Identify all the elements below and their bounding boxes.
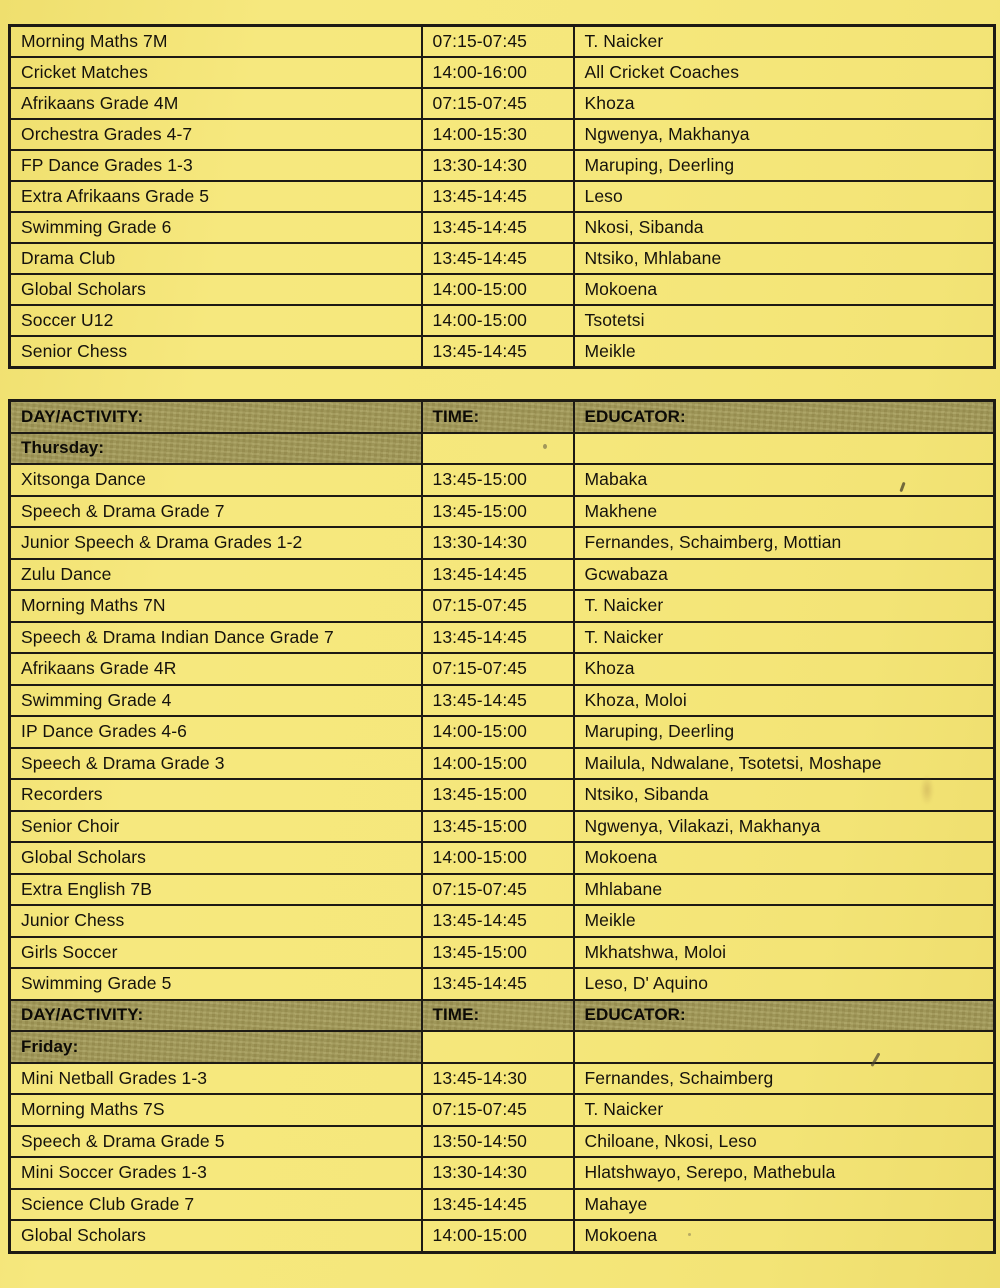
time-cell: 14:00-15:00: [422, 305, 574, 336]
table-row: [10, 1189, 995, 1221]
time-cell: 14:00-16:00: [422, 57, 574, 88]
activity-cell: Science Club Grade 7: [10, 1189, 422, 1221]
table-row: [10, 527, 995, 559]
activity-cell: Morning Maths 7S: [10, 1094, 422, 1126]
time-cell: 14:00-15:00: [422, 716, 574, 748]
day-activity-column-header: DAY/ACTIVITY:: [10, 1000, 422, 1032]
educator-cell: Chiloane, Nkosi, Leso: [574, 1126, 995, 1158]
table-row: [10, 653, 995, 685]
educator-cell: Mabaka: [574, 464, 995, 496]
time-cell: 13:45-14:45: [422, 905, 574, 937]
educator-column-header: EDUCATOR:: [574, 401, 995, 433]
time-column-header: TIME:: [422, 1000, 574, 1032]
educator-cell: Mokoena: [574, 842, 995, 874]
time-column-header: TIME:: [422, 401, 574, 433]
educator-cell: Mokoena: [574, 1220, 995, 1252]
educator-cell: Mhlabane: [574, 874, 995, 906]
educator-cell: Mokoena: [574, 274, 995, 305]
educator-cell: Mailula, Ndwalane, Tsotetsi, Moshape: [574, 748, 995, 780]
table-row: [10, 968, 995, 1000]
time-cell-empty: [422, 1031, 574, 1063]
time-cell: 13:45-14:30: [422, 1063, 574, 1095]
table-row: [10, 559, 995, 591]
time-cell: 13:45-14:45: [422, 212, 574, 243]
time-cell: 13:45-14:45: [422, 181, 574, 212]
activity-cell: Speech & Drama Grade 7: [10, 496, 422, 528]
table-row: [10, 119, 995, 150]
educator-cell: Tsotetsi: [574, 305, 995, 336]
table-row: [10, 874, 995, 906]
time-cell: 13:45-14:45: [422, 243, 574, 274]
time-cell: 07:15-07:45: [422, 653, 574, 685]
time-cell: 13:45-14:45: [422, 559, 574, 591]
time-cell: 13:45-14:45: [422, 968, 574, 1000]
time-cell: 13:45-15:00: [422, 779, 574, 811]
activity-cell: Xitsonga Dance: [10, 464, 422, 496]
table-row: [10, 243, 995, 274]
educator-cell: Maruping, Deerling: [574, 716, 995, 748]
activity-cell: Swimming Grade 4: [10, 685, 422, 717]
table-row: [10, 212, 995, 243]
day-label-row: [10, 433, 995, 465]
activity-cell: Speech & Drama Indian Dance Grade 7: [10, 622, 422, 654]
educator-cell: Leso: [574, 181, 995, 212]
educator-cell: Meikle: [574, 336, 995, 368]
educator-cell: Fernandes, Schaimberg, Mottian: [574, 527, 995, 559]
table-row: [10, 716, 995, 748]
educator-cell: Ntsiko, Mhlabane: [574, 243, 995, 274]
day-label-cell: Thursday:: [10, 433, 422, 465]
time-cell: 13:30-14:30: [422, 527, 574, 559]
table-row: [10, 590, 995, 622]
table-row: [10, 811, 995, 843]
educator-cell: T. Naicker: [574, 26, 995, 58]
educator-cell-empty: [574, 433, 995, 465]
educator-cell: T. Naicker: [574, 1094, 995, 1126]
activity-cell: Speech & Drama Grade 5: [10, 1126, 422, 1158]
activities-table-main: [8, 399, 996, 1254]
educator-cell: Khoza: [574, 653, 995, 685]
activity-cell: Global Scholars: [10, 1220, 422, 1252]
table-header-row: [10, 401, 995, 433]
activity-cell: Soccer U12: [10, 305, 422, 336]
educator-cell: Ngwenya, Makhanya: [574, 119, 995, 150]
table-main-body: [10, 401, 995, 1253]
educator-cell: Ngwenya, Vilakazi, Makhanya: [574, 811, 995, 843]
educator-cell: Khoza, Moloi: [574, 685, 995, 717]
educator-column-header: EDUCATOR:: [574, 1000, 995, 1032]
activity-cell: Extra English 7B: [10, 874, 422, 906]
activity-cell: Senior Chess: [10, 336, 422, 368]
table-row: [10, 26, 995, 58]
activity-cell: Junior Speech & Drama Grades 1-2: [10, 527, 422, 559]
time-cell: 13:30-14:30: [422, 1157, 574, 1189]
educator-cell: Gcwabaza: [574, 559, 995, 591]
activity-cell: Afrikaans Grade 4M: [10, 88, 422, 119]
educator-cell-empty: [574, 1031, 995, 1063]
table-header-row: [10, 1000, 995, 1032]
table-row: [10, 496, 995, 528]
time-cell: 07:15-07:45: [422, 88, 574, 119]
activity-cell: FP Dance Grades 1-3: [10, 150, 422, 181]
table-row: [10, 685, 995, 717]
educator-cell: Fernandes, Schaimberg: [574, 1063, 995, 1095]
time-cell: 13:45-14:45: [422, 1189, 574, 1221]
educator-cell: Makhene: [574, 496, 995, 528]
time-cell: 07:15-07:45: [422, 874, 574, 906]
time-cell: 07:15-07:45: [422, 590, 574, 622]
activity-cell: Junior Chess: [10, 905, 422, 937]
table-row: [10, 305, 995, 336]
table-top-body: [10, 26, 995, 368]
table-row: [10, 150, 995, 181]
activity-cell: Recorders: [10, 779, 422, 811]
table-row: [10, 1126, 995, 1158]
activity-cell: Speech & Drama Grade 3: [10, 748, 422, 780]
activity-cell: Morning Maths 7M: [10, 26, 422, 58]
table-row: [10, 464, 995, 496]
activity-cell: Orchestra Grades 4-7: [10, 119, 422, 150]
activity-cell: Senior Choir: [10, 811, 422, 843]
educator-cell: T. Naicker: [574, 622, 995, 654]
educator-cell: Meikle: [574, 905, 995, 937]
day-label-row: [10, 1031, 995, 1063]
activity-cell: Extra Afrikaans Grade 5: [10, 181, 422, 212]
time-cell: 07:15-07:45: [422, 1094, 574, 1126]
table-row: [10, 336, 995, 368]
time-cell: 14:00-15:00: [422, 748, 574, 780]
table-row: [10, 1094, 995, 1126]
time-cell: 13:45-14:45: [422, 336, 574, 368]
table-row: [10, 622, 995, 654]
activities-table-top: [8, 24, 996, 369]
educator-cell: Nkosi, Sibanda: [574, 212, 995, 243]
activity-cell: Morning Maths 7N: [10, 590, 422, 622]
time-cell: 13:45-15:00: [422, 811, 574, 843]
time-cell: 14:00-15:00: [422, 842, 574, 874]
time-cell: 14:00-15:00: [422, 274, 574, 305]
time-cell: 13:50-14:50: [422, 1126, 574, 1158]
table-row: [10, 88, 995, 119]
activity-cell: Global Scholars: [10, 842, 422, 874]
activity-cell: Global Scholars: [10, 274, 422, 305]
educator-cell: Ntsiko, Sibanda: [574, 779, 995, 811]
educator-cell: Leso, D' Aquino: [574, 968, 995, 1000]
time-cell: 13:45-15:00: [422, 496, 574, 528]
time-cell: 13:45-15:00: [422, 937, 574, 969]
time-cell: 13:45-14:45: [422, 622, 574, 654]
activity-cell: Drama Club: [10, 243, 422, 274]
time-cell-empty: [422, 433, 574, 465]
activity-cell: Afrikaans Grade 4R: [10, 653, 422, 685]
educator-cell: All Cricket Coaches: [574, 57, 995, 88]
activity-cell: IP Dance Grades 4-6: [10, 716, 422, 748]
activity-cell: Swimming Grade 6: [10, 212, 422, 243]
activity-cell: Mini Netball Grades 1-3: [10, 1063, 422, 1095]
activity-cell: Swimming Grade 5: [10, 968, 422, 1000]
table-row: [10, 274, 995, 305]
table-row: [10, 1063, 995, 1095]
table-row: [10, 842, 995, 874]
time-cell: 13:45-14:45: [422, 685, 574, 717]
activity-cell: Cricket Matches: [10, 57, 422, 88]
educator-cell: Mahaye: [574, 1189, 995, 1221]
time-cell: 13:30-14:30: [422, 150, 574, 181]
educator-cell: Hlatshwayo, Serepo, Mathebula: [574, 1157, 995, 1189]
time-cell: 14:00-15:00: [422, 1220, 574, 1252]
table-row: [10, 1157, 995, 1189]
educator-cell: Maruping, Deerling: [574, 150, 995, 181]
table-row: [10, 1220, 995, 1252]
table-row: [10, 905, 995, 937]
educator-cell: Mkhatshwa, Moloi: [574, 937, 995, 969]
educator-cell: T. Naicker: [574, 590, 995, 622]
time-cell: 07:15-07:45: [422, 26, 574, 58]
table-row: [10, 937, 995, 969]
table-row: [10, 57, 995, 88]
time-cell: 13:45-15:00: [422, 464, 574, 496]
table-row: [10, 748, 995, 780]
activity-cell: Girls Soccer: [10, 937, 422, 969]
time-cell: 14:00-15:30: [422, 119, 574, 150]
table-row: [10, 779, 995, 811]
activity-cell: Mini Soccer Grades 1-3: [10, 1157, 422, 1189]
activity-cell: Zulu Dance: [10, 559, 422, 591]
day-activity-column-header: DAY/ACTIVITY:: [10, 401, 422, 433]
educator-cell: Khoza: [574, 88, 995, 119]
day-label-cell: Friday:: [10, 1031, 422, 1063]
table-row: [10, 181, 995, 212]
